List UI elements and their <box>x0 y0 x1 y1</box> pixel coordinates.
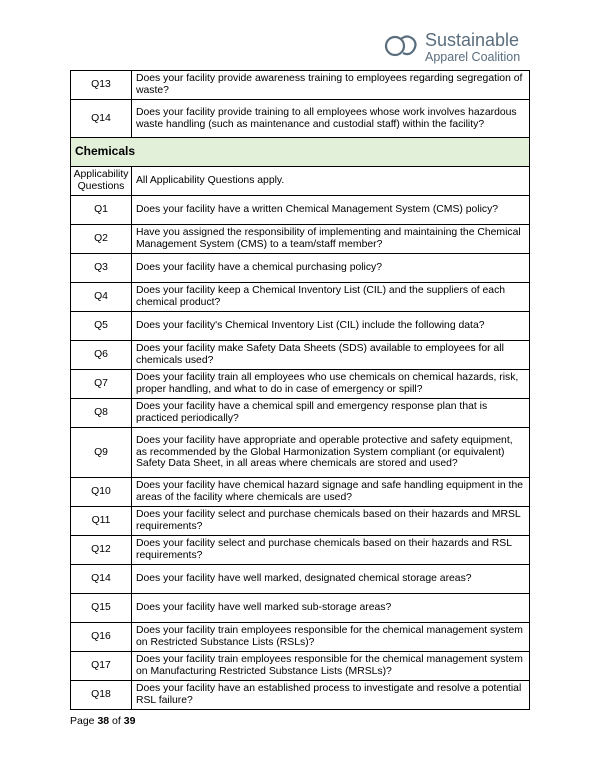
table-row <box>71 565 530 594</box>
question-number: Q1 <box>71 196 132 225</box>
question-text: Does your facility make Safety Data Sheets (SDS) available to employees for all chemicals used? <box>132 341 530 370</box>
question-number: Q10 <box>71 478 132 507</box>
table-row <box>71 312 530 341</box>
question-text: Does your facility have appropriate and operable protective and safety equipment, as recommended by the Global Harmonization System compliant (or equivalent) Safety Data Sheet, in all areas where chemicals are stored and used? <box>132 428 530 478</box>
question-text: Does your facility have a written Chemical Management System (CMS) policy? <box>132 196 530 225</box>
table-row <box>71 681 530 710</box>
table-row <box>71 594 530 623</box>
question-number: Q14 <box>71 565 132 594</box>
table-row <box>71 652 530 681</box>
question-text: Does your facility have well marked sub-storage areas? <box>132 594 530 623</box>
question-text: Does your facility's Chemical Inventory List (CIL) include the following data? <box>132 312 530 341</box>
question-number: Q8 <box>71 399 132 428</box>
question-text: Does your facility keep a Chemical Inventory List (CIL) and the suppliers of each chemical product? <box>132 283 530 312</box>
table-row <box>71 341 530 370</box>
table-row <box>71 507 530 536</box>
question-number: Q17 <box>71 652 132 681</box>
table-row <box>71 428 530 478</box>
footer-of: of <box>109 715 124 727</box>
table-row <box>71 536 530 565</box>
section-title: Chemicals <box>71 138 530 167</box>
question-text: Does your facility select and purchase chemicals based on their hazards and MRSL requirements? <box>132 507 530 536</box>
logo-icon <box>383 34 421 58</box>
table-row <box>71 254 530 283</box>
question-number: Q7 <box>71 370 132 399</box>
question-text: Does your facility have chemical hazard signage and safe handling equipment in the areas of the facility where chemicals are used? <box>132 478 530 507</box>
question-text: Does your facility have well marked, designated chemical storage areas? <box>132 565 530 594</box>
table-row <box>71 71 530 100</box>
question-text: Does your facility train employees responsible for the chemical management system on Restricted Substance Lists (RSLs)? <box>132 623 530 652</box>
applicability-text: All Applicability Questions apply. <box>132 167 530 196</box>
question-number: Q13 <box>71 71 132 100</box>
table-row <box>71 283 530 312</box>
section-header-row <box>71 138 530 167</box>
applicability-label: Applicability Questions <box>71 167 132 196</box>
question-number: Q15 <box>71 594 132 623</box>
question-number: Q11 <box>71 507 132 536</box>
table-row <box>71 225 530 254</box>
table-row <box>71 370 530 399</box>
question-number: Q3 <box>71 254 132 283</box>
question-number: Q16 <box>71 623 132 652</box>
total-page-number: 39 <box>123 715 136 727</box>
current-page-number: 38 <box>97 715 110 727</box>
page-footer <box>70 715 135 727</box>
table-row <box>71 399 530 428</box>
question-number: Q2 <box>71 225 132 254</box>
question-text: Does your facility train all employees who use chemicals on chemical hazards, risk, proper handling, and what to do in case of emergency or spill? <box>132 370 530 399</box>
question-number: Q9 <box>71 428 132 478</box>
question-text: Does your facility provide awareness training to employees regarding segregation of waste? <box>132 71 530 100</box>
question-number: Q4 <box>71 283 132 312</box>
question-text: Does your facility have a chemical spill and emergency response plan that is practiced periodically? <box>132 399 530 428</box>
question-number: Q12 <box>71 536 132 565</box>
table-row <box>71 478 530 507</box>
question-number: Q5 <box>71 312 132 341</box>
question-text: Does your facility provide training to all employees whose work involves hazardous waste handling (such as maintenance and custodial staff) within the facility? <box>132 100 530 138</box>
questions-table <box>70 70 530 710</box>
question-text: Does your facility have an established process to investigate and resolve a potential RSL failure? <box>132 681 530 710</box>
question-text: Does your facility select and purchase chemicals based on their hazards and RSL requirements? <box>132 536 530 565</box>
question-text: Does your facility train employees responsible for the chemical management system on Manufacturing Restricted Substance Lists (MRSLs)? <box>132 652 530 681</box>
table-row <box>71 167 530 196</box>
table-row <box>71 623 530 652</box>
table-row <box>71 196 530 225</box>
logo-subtitle: Apparel Coalition <box>425 50 521 64</box>
question-number: Q14 <box>71 100 132 138</box>
logo <box>383 30 533 66</box>
question-number: Q6 <box>71 341 132 370</box>
table-row <box>71 100 530 138</box>
question-text: Does your facility have a chemical purchasing policy? <box>132 254 530 283</box>
question-text: Have you assigned the responsibility of implementing and maintaining the Chemical Management System (CMS) to a team/staff member? <box>132 225 530 254</box>
logo-title: Sustainable <box>425 30 520 50</box>
question-number: Q18 <box>71 681 132 710</box>
footer-prefix: Page <box>70 715 98 727</box>
